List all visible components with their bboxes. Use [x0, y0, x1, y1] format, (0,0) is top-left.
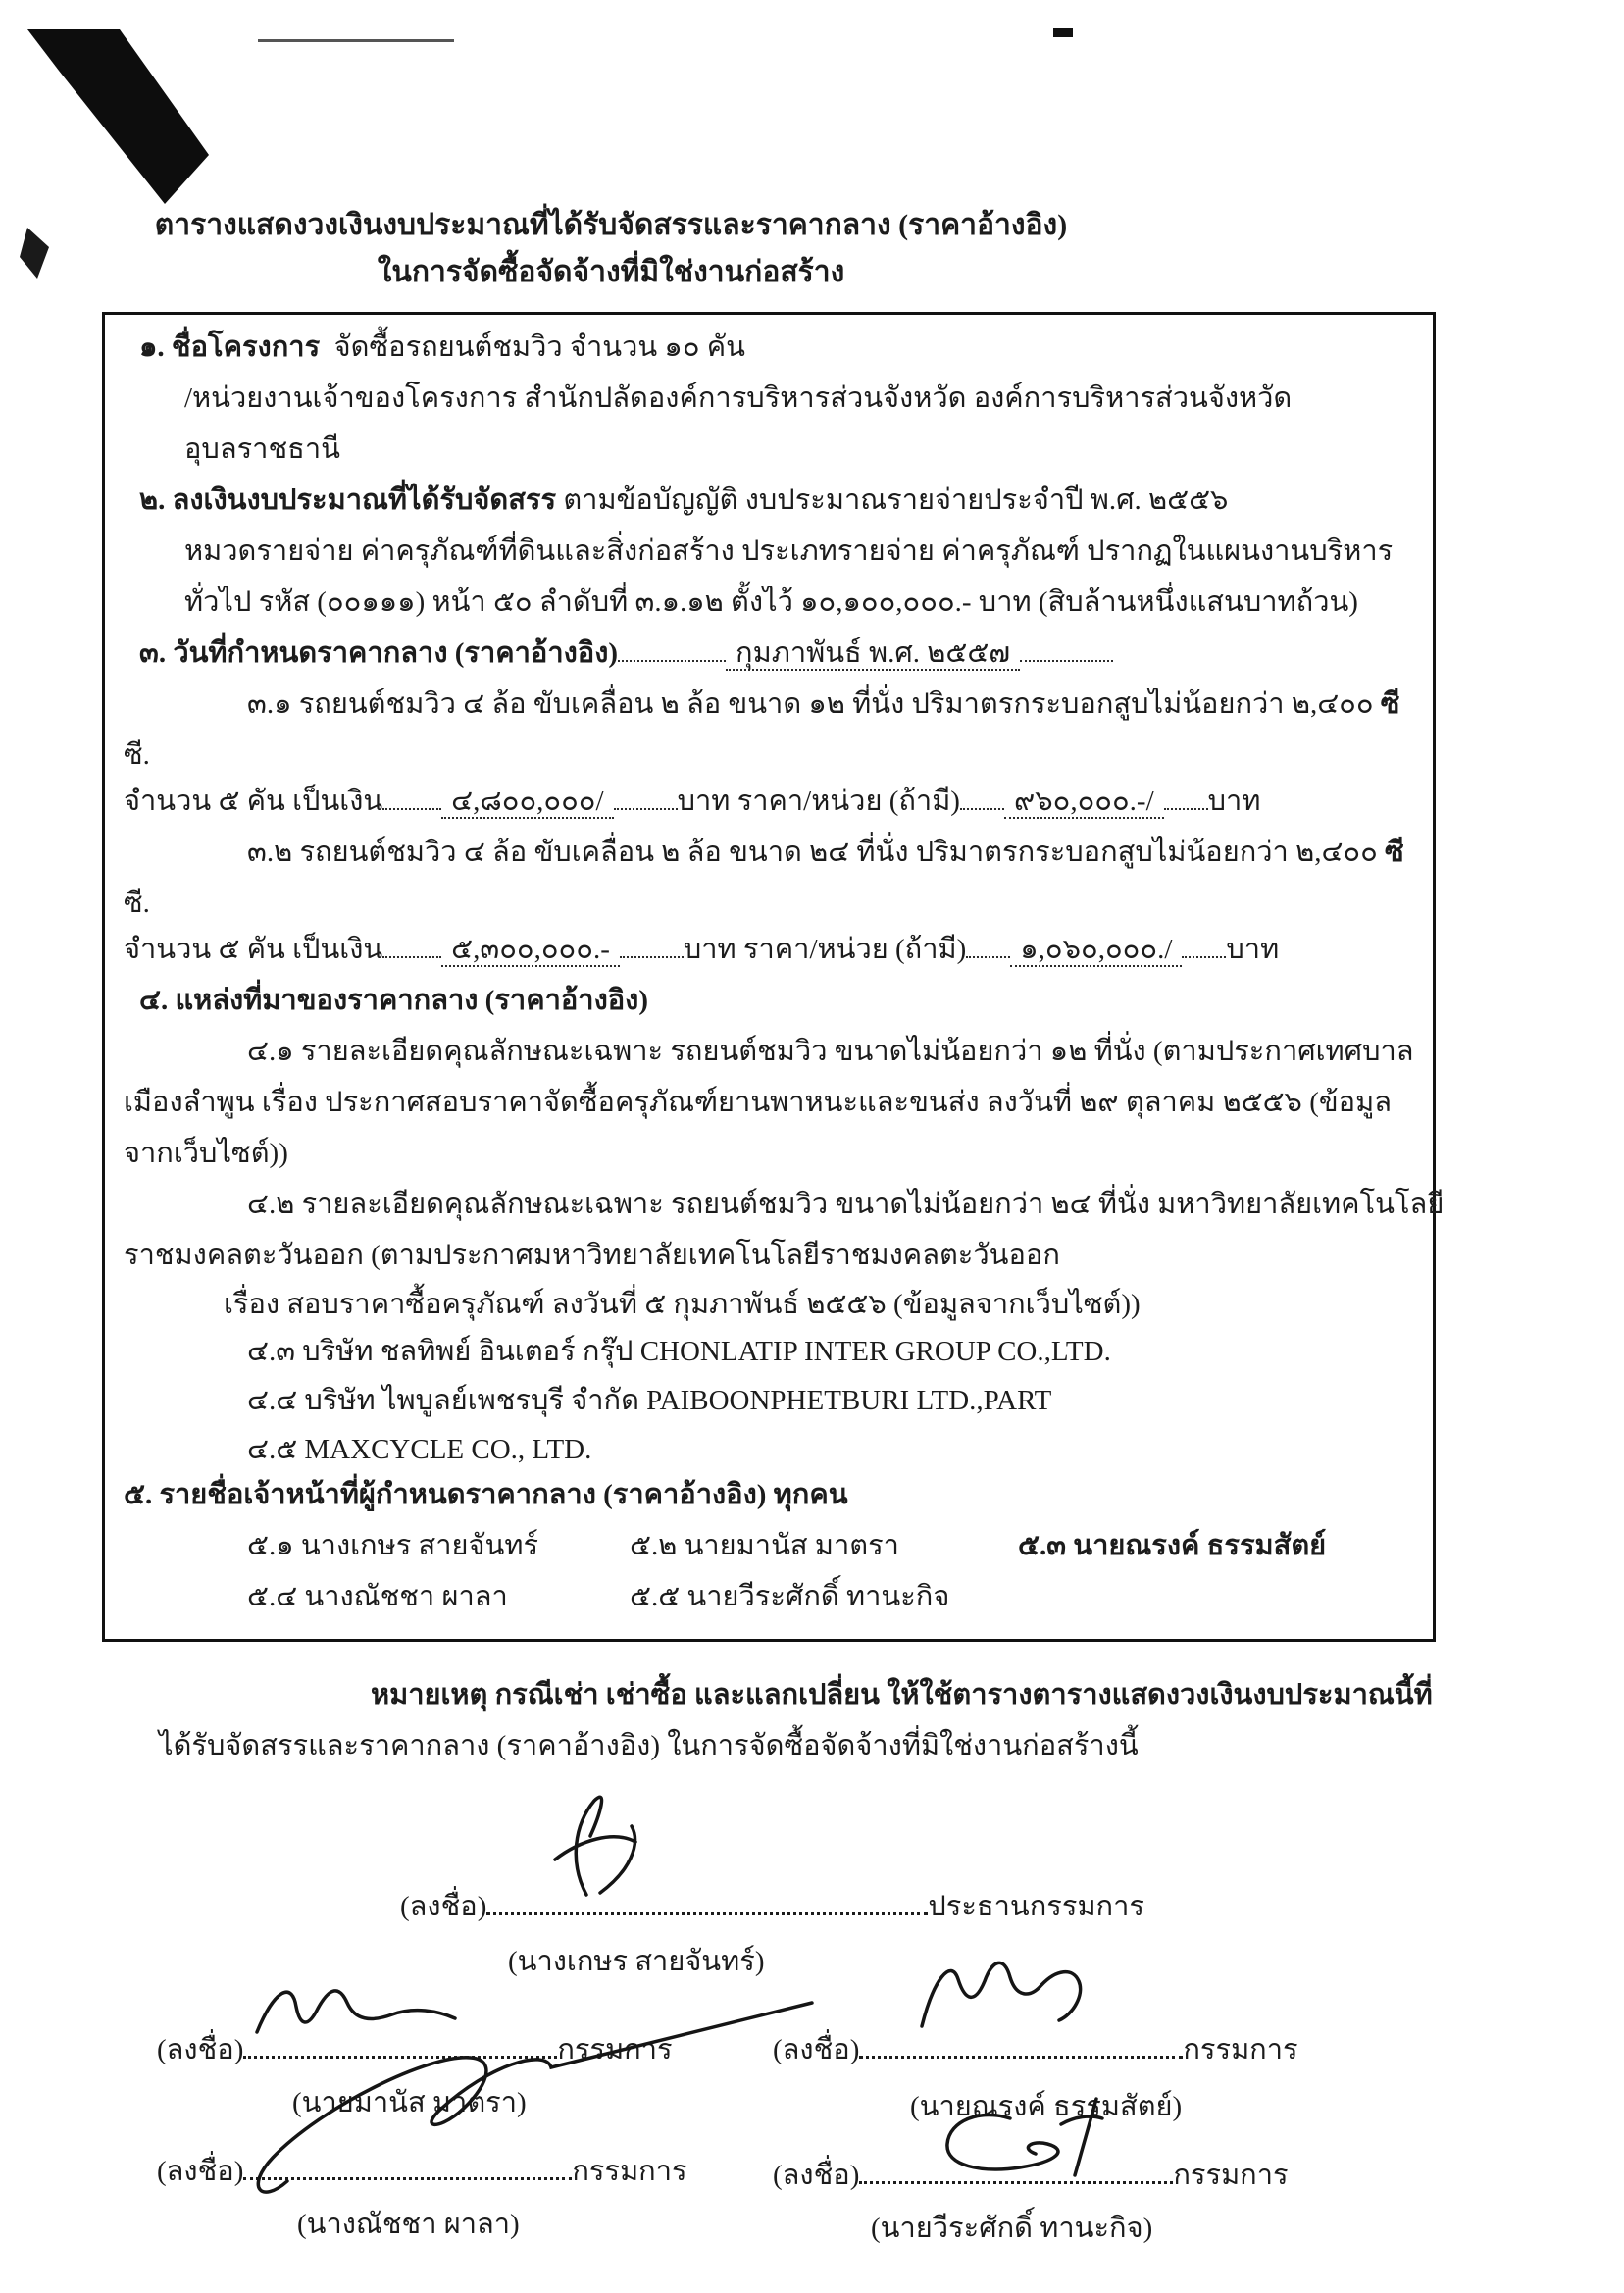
member2-name: (นายณรงค์ ธรรมสัตย์): [910, 2091, 1183, 2122]
sign-label: (ลงชื่อ): [773, 2034, 860, 2065]
note-line1: [371, 1673, 1433, 1716]
item42-line3: เรื่อง สอบราคาซื้อครุภัณฑ์ ลงวันที่ ๕ กุมภาพันธ์ ๒๕๕๖ (ข้อมูลจากเว็บไซต์)): [224, 1289, 1141, 1320]
document-title-line2: ในการจัดซื้อจัดจ้างที่มิใช่งานก่อสร้าง: [377, 256, 845, 288]
document-title-line1: ตารางแสดงวงเงินงบประมาณที่ได้รับจัดสรรและราคากลาง (ราคาอ้างอิง): [154, 209, 1068, 241]
item43-company: ๔.๓ บริษัท ชลทิพย์ อินเตอร์ กรุ๊ป CHONLATIP INTER GROUP CO.,LTD.: [247, 1336, 1111, 1367]
item32-qty-label: จำนวน ๕ คัน เป็นเงิน: [124, 934, 383, 965]
dotted-leader: [382, 788, 441, 810]
item41-line3: จากเว็บไซต์)): [124, 1138, 288, 1169]
officer-53: ๕.๓ นายณรงค์ ธรรมสัตย์: [1018, 1530, 1327, 1561]
item32-unit-label: บาท ราคา/หน่วย (ถ้ามี): [683, 934, 967, 965]
member-role-label: กรรมการ: [557, 2034, 673, 2065]
officer-55: ๕.๕ นายวีระศักดิ์ ทานะกิจ: [630, 1581, 950, 1612]
sign-label: (ลงชื่อ): [157, 2034, 244, 2065]
member1-signature-row: [157, 2028, 673, 2071]
item42-line1: ๔.๒ รายละเอียดคุณลักษณะเฉพาะ รถยนต์ชมวิว ขนาดไม่น้อยกว่า ๒๔ ที่นั่ง มหาวิทยาลัยเทคโนโลยี: [247, 1189, 1445, 1220]
item32-spec-bold-tail: ซี: [1385, 837, 1404, 868]
member-role-label: กรรมการ: [1173, 2160, 1289, 2191]
member1-name: (นายมานัส มาตรา): [292, 2087, 527, 2118]
note-line2: ได้รับจัดสรรและราคากลาง (ราคาอ้างอิง) ในการจัดซื้อจัดจ้างที่มิใช่งานก่อสร้างนี้: [159, 1730, 1139, 1761]
item31-spec-text: ๓.๑ รถยนต์ชมวิว ๔ ล้อ ขับเคลื่อน ๒ ล้อ ขนาด ๑๒ ที่นั่ง ปริมาตรกระบอกสูบไม่น้อยกว่า ๒,๔๐๐: [247, 688, 1374, 720]
item32-amount-line: [124, 928, 1279, 971]
top-right-dash-artifact: [1053, 28, 1073, 37]
dotted-leader: [966, 936, 1010, 958]
item32-spec-text: ๓.๒ รถยนต์ชมวิว ๔ ล้อ ขับเคลื่อน ๒ ล้อ ขนาด ๒๔ ที่นั่ง ปริมาตรกระบอกสูบไม่น้อยกว่า ๒,๔๐๐: [247, 837, 1378, 868]
dotted-leader: [618, 639, 726, 662]
top-scan-line-artifact: [258, 39, 454, 42]
member3-signature-row: [157, 2150, 687, 2193]
sign-label: (ลงชื่อ): [773, 2160, 860, 2191]
item31-unit-label: บาท ราคา/หน่วย (ถ้ามี): [677, 786, 960, 817]
section1-project-name: จัดซื้อรถยนต์ชมวิว จำนวน ๑๐ คัน: [333, 331, 746, 363]
item32-spec-line: [247, 831, 1404, 874]
section1-label: ๑. ชื่อโครงการ: [139, 331, 321, 363]
item31-baht-label: บาท: [1207, 786, 1261, 817]
section5-heading: ๕. รายชื่อเจ้าหน้าที่ผู้กำหนดราคากลาง (ราคาอ้างอิง) ทุกคน: [124, 1479, 848, 1510]
dotted-leader: [1020, 639, 1113, 662]
reference-price-date: กุมภาพันธ์ พ.ศ. ๒๕๕๗: [726, 637, 1020, 671]
section1-owner-line: /หน่วยงานเจ้าของโครงการ สำนักปลัดองค์การบริหารส่วนจังหวัด องค์การบริหารส่วนจังหวัด: [184, 382, 1293, 414]
member4-signature-row: [773, 2154, 1289, 2197]
signature-line: [486, 1892, 928, 1915]
item42-line2: ราชมงคลตะวันออก (ตามประกาศมหาวิทยาลัยเทคโนโลยีราชมงคลตะวันออก: [124, 1240, 1060, 1271]
member2-signature-row: [773, 2028, 1298, 2071]
item32-baht-label: บาท: [1226, 934, 1280, 965]
section2-label: ๒. ลงเงินงบประมาณที่ได้รับจัดสรร: [139, 484, 557, 516]
member-role-label: กรรมการ: [1183, 2034, 1298, 2065]
dotted-leader: [960, 788, 1004, 810]
ink-speck-artifact: [20, 228, 49, 279]
signature-line: [859, 2161, 1173, 2184]
section2-category-line: หมวดรายจ่าย ค่าครุภัณฑ์ที่ดินและสิ่งก่อสร้าง ประเภทรายจ่าย ค่าครุภัณฑ์ ปรากฏในแผนงานบริหาร: [184, 535, 1394, 567]
member3-name: (นางณัชชา ผาลา): [297, 2209, 520, 2240]
item31-total-amount: ๔,๘๐๐,๐๐๐/: [441, 786, 613, 819]
section2-amount-line: ทั่วไป รหัส (๐๐๑๑๑) หน้า ๕๐ ลำดับที่ ๓.๑.๑๒ ตั้งไว้ ๑๐,๑๐๐,๐๐๐.- บาท (สิบล้านหนึ่งแสนบาทถ้วน): [184, 586, 1358, 618]
dotted-leader: [614, 788, 678, 810]
sign-label: (ลงชื่อ): [157, 2156, 244, 2187]
dotted-leader: [382, 936, 441, 958]
dotted-leader: [1182, 936, 1226, 958]
dotted-leader: [1164, 788, 1208, 810]
item32-total-amount: ๕,๓๐๐,๐๐๐.-: [441, 934, 620, 967]
member-role-label: กรรมการ: [572, 2156, 687, 2187]
item31-carry-line: ซี.: [124, 739, 150, 771]
section3-label: ๓. วันที่กำหนดราคากลาง (ราคาอ้างอิง): [139, 637, 619, 669]
signature-line: [243, 2035, 557, 2059]
chairman-role-label: ประธานกรรมการ: [928, 1891, 1144, 1922]
item31-spec-bold-tail: ซี: [1380, 688, 1400, 720]
member2-signature-ink: [922, 1962, 1081, 2026]
section2-budget-source: ตามข้อบัญญัติ งบประมาณรายจ่ายประจำปี พ.ศ. ๒๕๕๖: [563, 484, 1229, 516]
officer-54: ๕.๔ นางณัชชา ผาลา: [247, 1581, 508, 1612]
section3-heading: [139, 632, 1113, 675]
item31-qty-label: จำนวน ๕ คัน เป็นเงิน: [124, 786, 383, 817]
item31-spec-line: [247, 683, 1399, 726]
chairman-signature-ink: [555, 1797, 635, 1895]
item31-amount-line: [124, 780, 1260, 823]
item31-unit-price: ๙๖๐,๐๐๐.-/: [1004, 786, 1164, 819]
dotted-leader: [620, 936, 684, 958]
item44-company: ๔.๔ บริษัท ไพบูลย์เพชรบุรี จำกัด PAIBOONPHETBURI LTD.,PART: [247, 1385, 1052, 1416]
document-title: [116, 202, 1106, 296]
member1-signature-ink: [257, 1991, 455, 2032]
item32-carry-line: ซี.: [124, 888, 150, 919]
officer-51: ๕.๑ นางเกษร สายจันทร์: [247, 1530, 539, 1561]
section1-heading: [139, 326, 745, 369]
section4-heading: ๔. แหล่งที่มาของราคากลาง (ราคาอ้างอิง): [139, 985, 648, 1016]
item32-unit-price: ๑,๐๖๐,๐๐๐./: [1010, 934, 1182, 967]
signature-line: [243, 2157, 572, 2180]
chairman-name: (นางเกษร สายจันทร์): [508, 1946, 765, 1977]
note-line1-text: กรณีเช่า เช่าซื้อ และแลกเปลี่ยน ให้ใช้ตารางตารางแสดงวงเงินงบประมาณนี้ที่: [494, 1679, 1433, 1710]
chairman-signature-row: [400, 1885, 1144, 1928]
sign-label: (ลงชื่อ): [400, 1891, 487, 1922]
note-label: หมายเหตุ: [371, 1679, 488, 1710]
signature-line: [859, 2035, 1183, 2059]
section2-heading: [139, 479, 1228, 522]
item41-line1: ๔.๑ รายละเอียดคุณลักษณะเฉพาะ รถยนต์ชมวิว ขนาดไม่น้อยกว่า ๑๒ ที่นั่ง (ตามประกาศเทศบาล: [247, 1036, 1414, 1067]
item41-line2: เมืองลำพูน เรื่อง ประกาศสอบราคาจัดซื้อครุภัณฑ์ยานพาหนะและขนส่ง ลงวันที่ ๒๙ ตุลาคม ๒๕๕๖ (ข้อมูล: [124, 1087, 1392, 1118]
officer-52: ๕.๒ นายมานัส มาตรา: [630, 1530, 899, 1561]
member4-name: (นายวีระศักดิ์ ทานะกิจ): [871, 2213, 1153, 2244]
section1-province-line: อุบลราชธานี: [184, 433, 340, 465]
corner-fold-artifact: [27, 29, 209, 204]
item45-company: ๔.๕ MAXCYCLE CO., LTD.: [247, 1434, 592, 1465]
